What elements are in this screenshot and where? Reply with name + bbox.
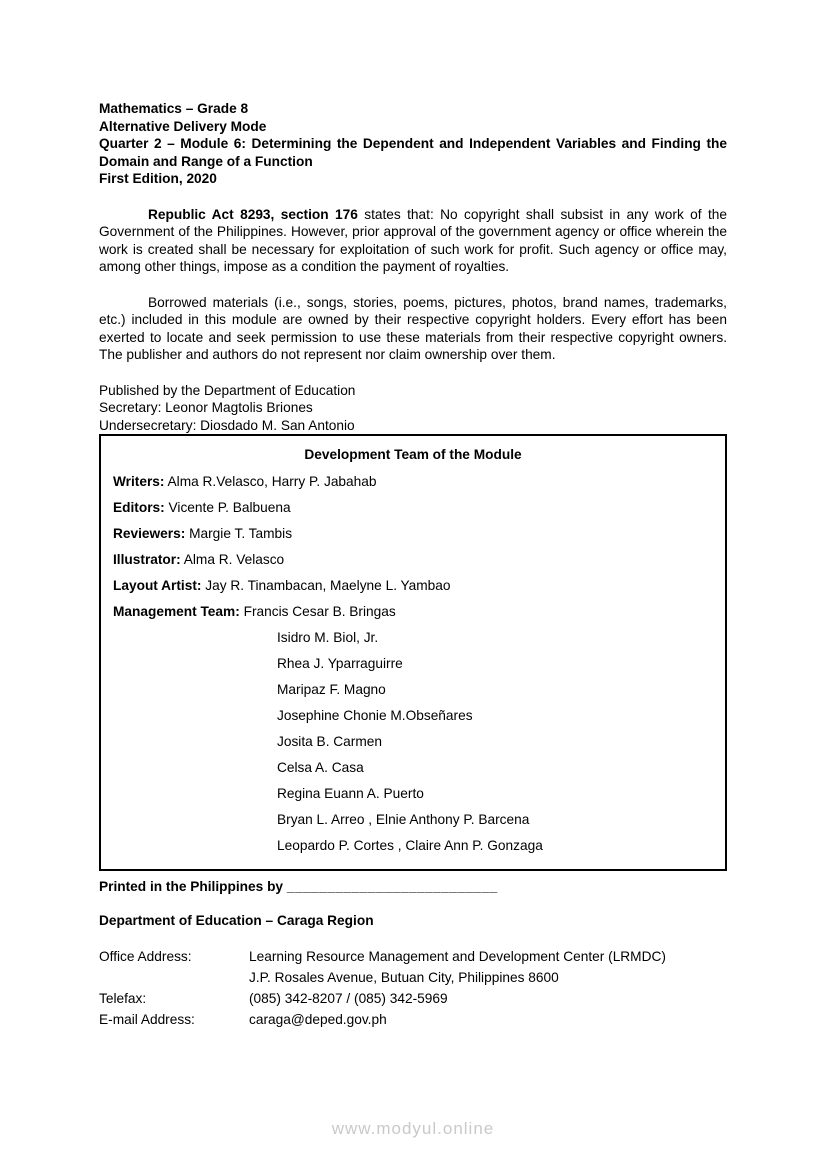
office-address-line-2: J.P. Rosales Avenue, Butuan City, Philippines 8600 [249, 970, 559, 985]
contact-row-telefax [99, 988, 727, 1009]
copyright-paragraph [99, 206, 727, 276]
contact-row-email [99, 1009, 727, 1030]
team-entry-label: Layout Artist: [113, 578, 202, 593]
team-entry-editors [113, 499, 713, 517]
copyright-lead: Republic Act 8293, section 176 [148, 206, 358, 222]
secretary-line: Secretary: Leonor Magtolis Briones [99, 400, 313, 415]
team-entry-value: Margie T. Tambis [189, 526, 293, 541]
contact-label: E-mail Address: [99, 1012, 195, 1027]
printed-blank-line: __________________________ [286, 879, 498, 894]
management-name: Celsa A. Casa [277, 760, 364, 775]
region-title: Department of Education – Caraga Region [99, 912, 374, 928]
team-entry-value: Alma R.Velasco, Harry P. Jabahab [167, 474, 377, 489]
team-entry-management-team [113, 603, 713, 621]
delivery-mode-line: Alternative Delivery Mode [99, 118, 267, 134]
team-entry-label: Management Team: [113, 604, 240, 619]
team-entry-label: Editors: [113, 500, 165, 515]
management-name: Josita B. Carmen [277, 734, 382, 749]
management-team-names [113, 629, 713, 855]
contact-block [99, 946, 727, 1030]
management-name: Bryan L. Arreo , Elnie Anthony P. Barcena [277, 812, 530, 827]
team-entry-value: Alma R. Velasco [183, 552, 285, 567]
team-entry-label: Illustrator: [113, 552, 181, 567]
watermark: www.modyul.online [331, 1119, 495, 1138]
team-entry-layout-artist [113, 577, 713, 595]
copyright-body: states that: No copyright shall subsist in any work of the Government of the Philippines. However, prior approval of the government agency or office wherein the work is created shall be necessary for exploitation of such work for profit. Such agency or office may, among other things, impose as a condition the payment of royalties. [99, 206, 727, 274]
borrowed-materials-paragraph: Borrowed materials (i.e., songs, stories, poems, pictures, photos, brand names, trademarks, etc.) included in this module are owned by their respective copyright holders. Every effort has been exerted to locate and seek permission to use these materials from their respective copyright owners. The publisher and authors do not represent nor claim ownership over them. [99, 294, 727, 362]
team-entry-label: Reviewers: [113, 526, 186, 541]
team-box-title: Development Team of the Module [304, 447, 522, 462]
team-entry-value: Francis Cesar B. Bringas [243, 604, 396, 619]
contact-value [249, 946, 727, 988]
email-value: caraga@deped.gov.ph [249, 1012, 387, 1027]
management-name: Leopardo P. Cortes , Claire Ann P. Gonzaga [277, 838, 543, 853]
management-name: Isidro M. Biol, Jr. [277, 630, 379, 645]
edition-line: First Edition, 2020 [99, 171, 217, 186]
team-entry-label: Writers: [113, 474, 165, 489]
publisher-block [99, 382, 727, 435]
module-title: Quarter 2 – Module 6: Determining the Dependent and Independent Variables and Finding the Domain and Range of a Function [99, 136, 727, 169]
management-name: Josephine Chonie M.Obseñares [277, 708, 473, 723]
office-address-line-1: Learning Resource Management and Development Center (LRMDC) [249, 949, 666, 964]
team-entry-value: Vicente P. Balbuena [168, 500, 291, 515]
management-name: Regina Euann A. Puerto [277, 786, 424, 801]
contact-label: Telefax: [99, 991, 147, 1006]
published-by-line: Published by the Department of Education [99, 382, 356, 398]
management-name: Maripaz F. Magno [277, 682, 386, 697]
subject-grade-line: Mathematics – Grade 8 [99, 101, 249, 116]
printed-in-philippines-line [99, 878, 727, 896]
page-content [99, 100, 727, 1030]
team-entry-reviewers [113, 525, 713, 543]
team-entry-writers [113, 473, 713, 491]
team-entry-illustrator [113, 551, 713, 569]
team-entry-value: Jay R. Tinambacan, Maelyne L. Yambao [205, 578, 451, 593]
contact-row-office-address [99, 946, 727, 988]
development-team-box [99, 434, 727, 871]
telefax-value: (085) 342-8207 / (085) 342-5969 [249, 991, 448, 1006]
contact-label: Office Address: [99, 949, 192, 964]
management-name: Rhea J. Yparraguirre [277, 656, 403, 671]
printed-label: Printed in the Philippines by [99, 879, 287, 894]
module-header [99, 100, 727, 188]
undersecretary-line: Undersecretary: Diosdado M. San Antonio [99, 417, 355, 433]
